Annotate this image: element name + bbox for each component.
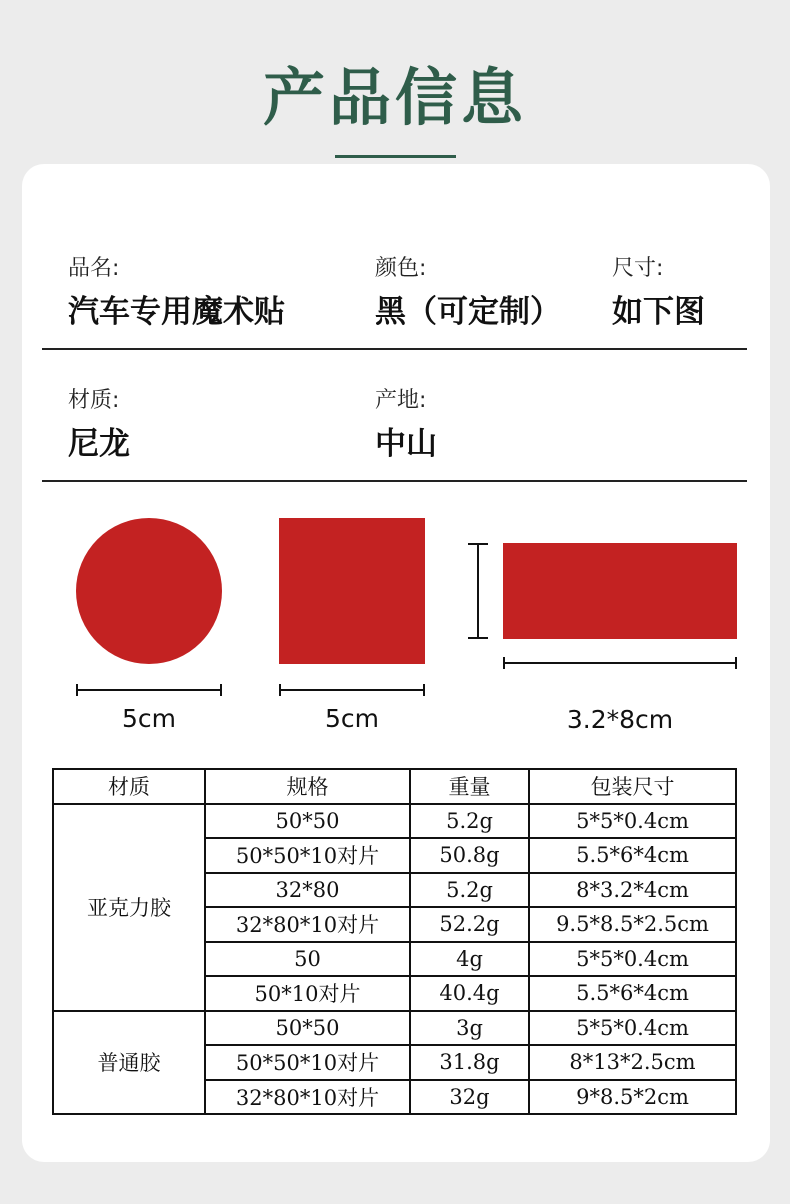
field-color [375,254,561,332]
weight-cell: 50.8g [410,838,529,873]
header-spec: 规格 [205,769,410,804]
rect-width-dimension [503,657,737,669]
divider [42,480,747,482]
weight-cell: 3g [410,1011,529,1046]
divider [42,348,747,350]
spec-cell: 50*50 [205,1011,410,1046]
square-width-dimension [279,684,425,696]
package-cell: 5*5*0.4cm [529,1011,736,1046]
package-cell: 5*5*0.4cm [529,804,736,839]
field-label: 尺寸: [612,256,664,281]
table-row [53,804,736,839]
spec-cell: 50*10对片 [205,976,410,1011]
material-cell: 普通胶 [53,1011,205,1115]
material-cell: 亚克力胶 [53,804,205,1011]
field-name [68,254,285,332]
spec-cell: 50*50*10对片 [205,1045,410,1080]
weight-cell: 31.8g [410,1045,529,1080]
rect-height-dimension [468,543,488,639]
field-value: 尼龙 [68,426,130,462]
spec-cell: 32*80*10对片 [205,1080,410,1115]
spec-cell: 32*80 [205,873,410,908]
field-value: 黑（可定制） [375,294,561,330]
package-cell: 5.5*6*4cm [529,838,736,873]
weight-cell: 40.4g [410,976,529,1011]
table-row [53,1011,736,1046]
weight-cell: 5.2g [410,873,529,908]
field-material [68,386,130,464]
rectangle-sample [503,543,737,639]
package-cell: 5.5*6*4cm [529,976,736,1011]
rect-size-label: 3.2*8cm [566,705,674,734]
weight-cell: 5.2g [410,804,529,839]
field-label: 品名: [68,256,120,281]
header-package-size: 包装尺寸 [529,769,736,804]
package-cell: 8*3.2*4cm [529,873,736,908]
weight-cell: 52.2g [410,907,529,942]
field-value: 汽车专用魔术贴 [68,294,285,330]
table-header-row [53,769,736,804]
page-title: 产品信息 [262,61,527,134]
weight-cell: 32g [410,1080,529,1115]
circle-width-dimension [76,684,222,696]
product-info-card [22,164,770,1162]
title-underline [335,155,456,158]
spec-table [52,768,737,1115]
package-cell: 5*5*0.4cm [529,942,736,977]
package-cell: 8*13*2.5cm [529,1045,736,1080]
field-label: 材质: [68,388,120,413]
circle-size-label: 5cm [121,704,176,733]
field-size [612,254,705,332]
field-label: 产地: [375,388,427,413]
field-origin [375,386,437,464]
package-cell: 9*8.5*2cm [529,1080,736,1115]
square-sample [279,518,425,664]
spec-cell: 50*50*10对片 [205,838,410,873]
header-material: 材质 [53,769,205,804]
field-value: 如下图 [612,294,705,330]
field-label: 颜色: [375,256,427,281]
spec-cell: 50*50 [205,804,410,839]
field-value: 中山 [375,426,437,462]
circle-sample [76,518,222,664]
header-weight: 重量 [410,769,529,804]
spec-cell: 32*80*10对片 [205,907,410,942]
square-size-label: 5cm [324,704,379,733]
package-cell: 9.5*8.5*2.5cm [529,907,736,942]
weight-cell: 4g [410,942,529,977]
spec-cell: 50 [205,942,410,977]
